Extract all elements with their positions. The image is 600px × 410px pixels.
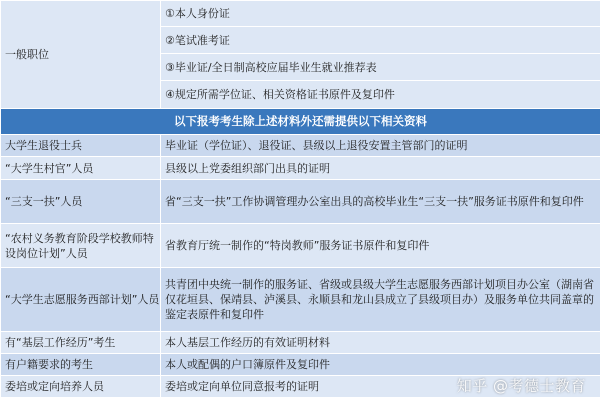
row-requirement: 省教育厅统一制作的“特岗教师”服务证书原件和复印件 [161, 224, 600, 268]
general-item-2: ②笔试准考证 [161, 27, 600, 54]
table-row [1, 332, 600, 354]
section-banner-row [1, 109, 600, 135]
row-category: “大学生村官”人员 [1, 157, 161, 180]
row-category: “大学生志愿服务西部计划”人员 [1, 268, 161, 332]
general-item-3: ③毕业证/全日制高校应届毕业生就业推荐表 [161, 54, 600, 81]
table-row [1, 1, 600, 27]
general-item-1: ①本人身份证 [161, 1, 600, 27]
row-category: “三支一扶”人员 [1, 180, 161, 224]
table-row [1, 224, 600, 268]
row-requirement: 本人基层工作经历的有效证明材料 [161, 332, 600, 354]
row-requirement: 毕业证（学位证）、退役证、县级以上退役安置主管部门的证明 [161, 135, 600, 157]
general-item-4: ④规定所需学位证、相关资格证书原件及复印件 [161, 81, 600, 109]
row-category: “农村义务教育阶段学校教师特设岗位计划”人员 [1, 224, 161, 268]
row-requirement: 本人或配偶的户口簿原件及复印件 [161, 354, 600, 376]
table-row [1, 180, 600, 224]
row-category: 委培或定向培养人员 [1, 376, 161, 398]
row-category: 有“基层工作经历”考生 [1, 332, 161, 354]
table-row [1, 268, 600, 332]
general-category-cell: 一般职位 [1, 1, 161, 109]
row-requirement: 省“三支一扶”工作协调管理办公室出具的高校毕业生“三支一扶”服务证书原件和复印件 [161, 180, 600, 224]
table-row [1, 135, 600, 157]
row-requirement: 县级以上党委组织部门出具的证明 [161, 157, 600, 180]
section-banner: 以下报考考生除上述材料外还需提供以下相关资料 [1, 109, 600, 135]
row-category: 有户籍要求的考生 [1, 354, 161, 376]
table-row [1, 157, 600, 180]
row-requirement: 共青团中央统一制作的服务证、省级或县级大学生志愿服务西部计划项目办公室（湖南省仅花垣县、保靖县、泸溪县、永顺县和龙山县成立了县级项目办）及服务单位共同盖章的鉴定表原件和复印件 [161, 268, 600, 332]
zhihu-watermark: 知乎 @考德士教育 [456, 377, 586, 395]
row-category: 大学生退役士兵 [1, 135, 161, 157]
table-row [1, 354, 600, 376]
row-requirement: 委培或定向单位同意报考的证明 [161, 376, 600, 398]
